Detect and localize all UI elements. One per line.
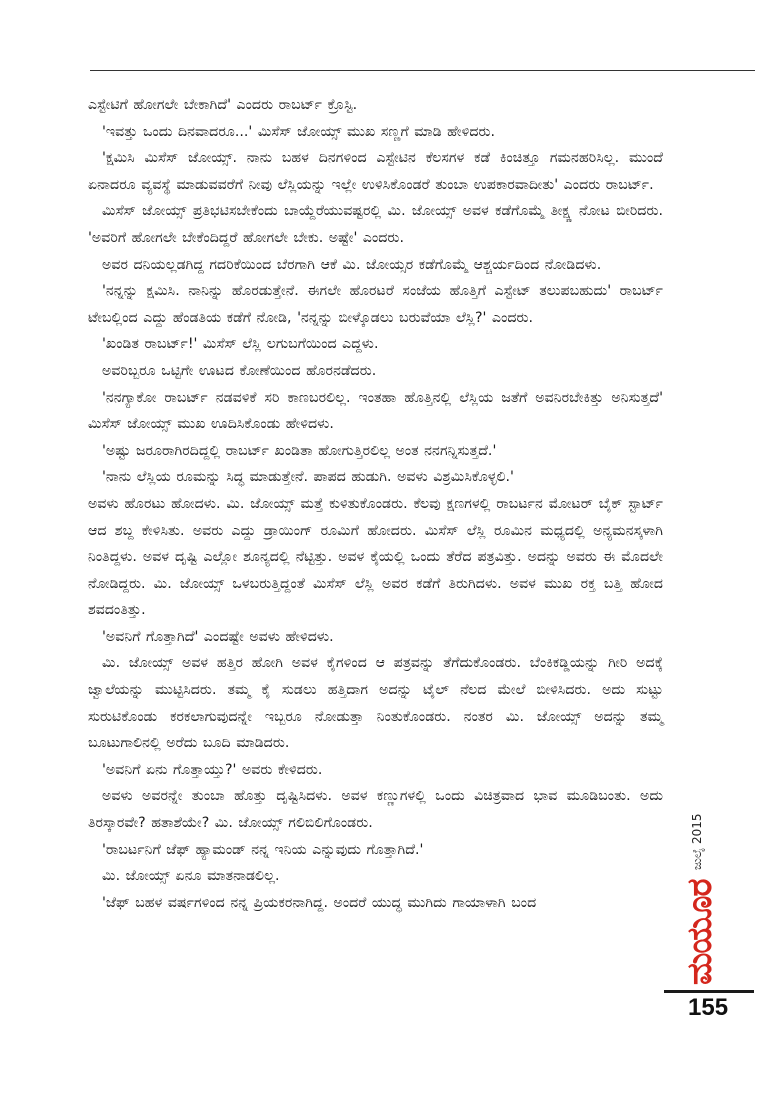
issue-date: ಜುಲೈ 2015 bbox=[690, 813, 704, 870]
paragraph: ಮಿಸೆಸ್ ಜೋಯ್ಸ್ ಪ್ರತಿಭಟಿಸಬೇಕೆಂದು ಬಾಯ್ದೆರೆಯುವಷ್ಟರಲ್ಲಿ ಮಿ. ಜೋಯ್ಸ್ ಅವಳ ಕಡೆಗೊಮ್ಮೆ ತೀಕ್ಷ್ಣ ನೋಟ ಬೀರಿದರು. 'ಅವರಿಗೆ ಹೋಗಲೇ ಬೇಕೆಂದಿದ್ದರೆ ಹೋಗಲೇ ಬೇಕು. ಅಷ್ಟೇ' ಎಂದರು. bbox=[88, 203, 663, 246]
paragraph: ಮಿ. ಜೋಯ್ಸ್ ಅವಳ ಹತ್ತಿರ ಹೋಗಿ ಅವಳ ಕೈಗಳಿಂದ ಆ ಪತ್ರವನ್ನು ತೆಗೆದುಕೊಂಡರು. ಬೆಂಕಿಕಡ್ಡಿಯನ್ನು ಗೀರಿ ಅದಕ್ಕೆ ಜ್ವಾಲೆಯನ್ನು ಮುಟ್ಟಿಸಿದರು. ತಮ್ಮ ಕೈ ಸುಡಲು ಹತ್ತಿದಾಗ ಅದನ್ನು ಟೈಲ್ ನೆಲದ ಮೇಲೆ ಬೀಳಿಸಿದರು. ಅದು ಸುಟ್ಟು ಸುರುಟಿಕೊಂಡು ಕರಕಲಾಗುವುದನ್ನೇ ಇಬ್ಬರೂ ನೋಡುತ್ತಾ ನಿಂತುಕೊಂಡರು. ನಂತರ ಮಿ. ಜೋಯ್ಸ್ ಅದನ್ನು ತಮ್ಮ ಬೂಟುಗಾಲಿನಲ್ಲಿ ಅರೆದು ಬೂದಿ ಮಾಡಿದರು. bbox=[88, 655, 663, 752]
paragraph: 'ಅವನಿಗೆ ಗೊತ್ತಾಗಿದೆ' ಎಂದಷ್ಟೇ ಅವಳು ಹೇಳಿದಳು. bbox=[102, 628, 334, 645]
paragraph: ಎಸ್ಟೇಟಿಗೆ ಹೋಗಲೇ ಬೇಕಾಗಿದೆ' ಎಂದರು ರಾಬರ್ಟ್ ಕ್ರೊಸ್ಟಿ. bbox=[88, 97, 358, 113]
magazine-logo: ಮಯೂರ bbox=[680, 879, 720, 985]
paragraph: 'ಅಷ್ಟು ಜರೂರಾಗಿರದಿದ್ದಲ್ಲಿ ರಾಬರ್ಟ್ ಖಂಡಿತಾ ಹೋಗುತ್ತಿರಲಿಲ್ಲ ಅಂತ ನನಗನ್ನಿಸುತ್ತದೆ.' bbox=[102, 442, 497, 459]
paragraph: 'ನನ್ನನ್ನು ಕ್ಷಮಿಸಿ. ನಾನಿನ್ನು ಹೊರಡುತ್ತೇನೆ. ಈಗಲೇ ಹೊರಟರೆ ಸಂಜೆಯ ಹೊತ್ತಿಗೆ ಎಸ್ಟೇಟ್ ತಲುಪಬಹುದು' ರಾಬರ್ಟ್ ಟೇಬಲ್ಲಿಂದ ಎದ್ದು ಹೆಂಡತಿಯ ಕಡೆಗೆ ನೋಡಿ, 'ನನ್ನನ್ನು ಬೀಳ್ಕೊಡಲು ಬರುವೆಯಾ ಲೆಸ್ಲಿ?' ಎಂದರು. bbox=[88, 283, 663, 326]
page-number: 155 bbox=[688, 994, 729, 1021]
paragraph: 'ಜೆಫ್ ಬಹಳ ವರ್ಷಗಳಿಂದ ನನ್ನ ಪ್ರಿಯಕರನಾಗಿದ್ದ. ಅಂದರೆ ಯುದ್ಧ ಮುಗಿದು ಗಾಯಾಳಾಗಿ ಬಂದ bbox=[102, 894, 537, 911]
paragraph: 'ಅವನಿಗೆ ಏನು ಗೊತ್ತಾಯ್ತು?' ಅವರು ಕೇಳಿದರು. bbox=[102, 761, 323, 778]
paragraph: ಅವರ ದನಿಯಲ್ಲಡಗಿದ್ದ ಗದರಿಕೆಯಿಂದ ಬೆರಗಾಗಿ ಆಕೆ ಮಿ. ಜೋಯ್ಸರ ಕಡೆಗೊಮ್ಮೆ ಆಶ್ಚರ್ಯದಿಂದ ನೋಡಿದಳು. bbox=[102, 256, 602, 273]
article-body bbox=[88, 92, 663, 916]
paragraph: 'ನನಗ್ಯಾಕೋ ರಾಬರ್ಟ್ ನಡವಳಿಕೆ ಸರಿ ಕಾಣಬರಲಿಲ್ಲ. ಇಂತಹಾ ಹೊತ್ತಿನಲ್ಲಿ ಲೆಸ್ಲಿಯ ಜತೆಗೆ ಅವನಿರಬೇಕಿತ್ತು ಅನಿಸುತ್ತದೆ' ಮಿಸೆಸ್ ಜೋಯ್ಸ್ ಮುಖ ಊದಿಸಿಕೊಂಡು ಹೇಳಿದಳು. bbox=[88, 389, 663, 433]
paragraph: ಅವರಿಬ್ಬರೂ ಒಟ್ಟಿಗೇ ಊಟದ ಕೋಣೆಯಿಂದ ಹೊರನಡೆದರು. bbox=[102, 362, 377, 379]
top-rule bbox=[90, 70, 755, 71]
paragraph: ಮಿ. ಜೋಯ್ಸ್ ಏನೂ ಮಾತನಾಡಲಿಲ್ಲ. bbox=[102, 868, 280, 885]
paragraph: 'ಇವತ್ತು ಒಂದು ದಿನವಾದರೂ...' ಮಿಸೆಸ್ ಜೋಯ್ಸ್ ಮುಖ ಸಣ್ಣಗೆ ಮಾಡಿ ಹೇಳಿದರು. bbox=[102, 123, 496, 140]
paragraph: ಅವಳು ಹೊರಟು ಹೋದಳು. ಮಿ. ಜೋಯ್ಸ್ ಮತ್ತೆ ಕುಳಿತುಕೊಂಡರು. ಕೆಲವು ಕ್ಷಣಗಳಲ್ಲಿ ರಾಬರ್ಟನ ಮೋಟರ್ ಬೈಕ್ ಸ್ಟಾರ್ಟ್ ಆದ ಶಬ್ದ ಕೇಳಿಸಿತು. ಅವರು ಎದ್ದು ಡ್ರಾಯಿಂಗ್ ರೂಮಿಗೆ ಹೋದರು. ಮಿಸೆಸ್ ಲೆಸ್ಲಿ ರೂಮಿನ ಮಧ್ಯದಲ್ಲಿ ಅನ್ಯಮನಸ್ಕಳಾಗಿ ನಿಂತಿದ್ದಳು. ಅವಳ ದೃಷ್ಟಿ ಎಲ್ಲೋ ಶೂನ್ಯದಲ್ಲಿ ನೆಟ್ಟಿತ್ತು. ಅವಳ ಕೈಯಲ್ಲಿ ಒಂದು ತೆರೆದ ಪತ್ರವಿತ್ತು. ಅದನ್ನು ಅವರು ಈ ಮೊದಲೇ ನೋಡಿದ್ದರು. ಮಿ. ಜೋಯ್ಸ್ ಒಳಬರುತ್ತಿದ್ದಂತೆ ಮಿಸೆಸ್ ಲೆಸ್ಲಿ ಅವರ ಕಡೆಗೆ ತಿರುಗಿದಳು. ಅವಳ ಮುಖ ರಕ್ತ ಬತ್ತಿ ಹೋದ ಶವದಂತಿತ್ತು. bbox=[88, 495, 663, 619]
paragraph: 'ನಾನು ಲೆಸ್ಲಿಯ ರೂಮನ್ನು ಸಿದ್ಧ ಮಾಡುತ್ತೇನೆ. ಪಾಪದ ಹುಡುಗಿ. ಅವಳು ವಿಶ್ರಮಿಸಿಕೊಳ್ಳಲಿ.' bbox=[102, 469, 514, 486]
paragraph: 'ರಾಬರ್ಟನಿಗೆ ಜೆಫ್ ಹ್ಯಾಮಂಡ್ ನನ್ನ ಇನಿಯ ಎನ್ನುವುದು ಗೊತ್ತಾಗಿದೆ.' bbox=[102, 841, 424, 858]
page-number-rule bbox=[664, 990, 754, 993]
paragraph: ಅವಳು ಅವರನ್ನೇ ತುಂಬಾ ಹೊತ್ತು ದೃಷ್ಟಿಸಿದಳು. ಅವಳ ಕಣ್ಣುಗಳಲ್ಲಿ ಒಂದು ವಿಚಿತ್ರವಾದ ಭಾವ ಮೂಡಿಬಂತು. ಅದು ತಿರಸ್ಕಾರವೇ? ಹತಾಶೆಯೇ? ಮಿ. ಜೋಯ್ಸ್ ಗಲಿಬಿಲಿಗೊಂಡರು. bbox=[88, 788, 663, 832]
paragraph: 'ಖಂಡಿತ ರಾಬರ್ಟ್!' ಮಿಸೆಸ್ ಲೆಸ್ಲಿ ಲಗುಬಗೆಯಿಂದ ಎದ್ದಳು. bbox=[102, 336, 379, 353]
paragraph: 'ಕ್ಷಮಿಸಿ ಮಿಸೆಸ್ ಜೋಯ್ಸ್. ನಾನು ಬಹಳ ದಿನಗಳಿಂದ ಎಸ್ಟೇಟಿನ ಕೆಲಸಗಳ ಕಡೆ ಕಿಂಚಿತ್ತೂ ಗಮನಹರಿಸಿಲ್ಲ. ಮುಂದೆ ಏನಾದರೂ ವ್ಯವಸ್ಥೆ ಮಾಡುವವರೆಗೆ ನೀವು ಲೆಸ್ಲಿಯನ್ನು ಇಲ್ಲೇ ಉಳಿಸಿಕೊಂಡರೆ ತುಂಬಾ ಉಪಕಾರವಾದೀತು' ಎಂದರು ರಾಬರ್ಟ್. bbox=[88, 150, 663, 193]
